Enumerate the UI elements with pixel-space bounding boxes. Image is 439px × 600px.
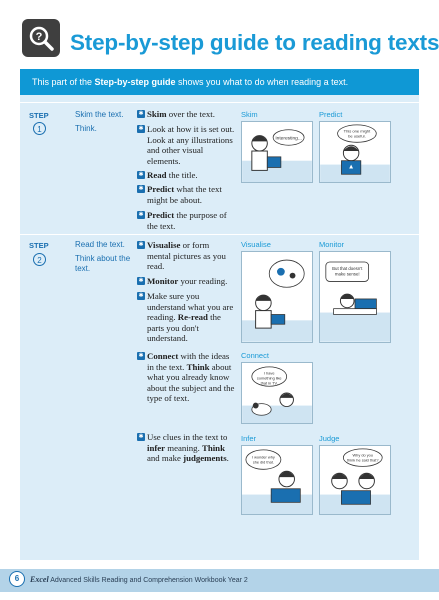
star-icon: ✱	[138, 110, 144, 117]
bullet-item: ✱ Skim over the text.	[138, 109, 215, 119]
step-action: Think.	[75, 124, 97, 133]
step-number: 2	[33, 253, 46, 266]
divider	[20, 234, 419, 235]
boy-thinking-cartoon	[319, 121, 391, 183]
svg-text:think he said that?: think he said that?	[347, 457, 379, 463]
star-icon: ✱	[138, 171, 144, 178]
star-icon: ✱	[138, 277, 144, 284]
svg-text:Interesting...: Interesting...	[275, 136, 302, 142]
star-icon: ✱	[138, 211, 144, 218]
bullet-item: ✱ Make sure you understand what you are reading. Re-read the parts you don't understand.	[138, 291, 234, 343]
svg-text:This one might: This one might	[343, 128, 371, 134]
page-number: 6	[9, 571, 25, 587]
step-action: Skim the text.	[75, 110, 124, 119]
image-label: Skim	[241, 110, 258, 119]
star-icon: ✱	[138, 352, 144, 359]
girl-reading-cartoon	[241, 445, 313, 515]
star-icon: ✱	[138, 433, 144, 440]
kids-reading-cartoon	[319, 445, 391, 515]
step-label: STEP	[29, 111, 49, 120]
image-label: Infer	[241, 434, 257, 443]
image-label: Connect	[241, 351, 269, 360]
magnifier-question-icon	[22, 19, 60, 57]
page-title: Step-by-step guide to reading texts	[70, 30, 439, 55]
bullet-item: ✱ Predict the purpose of the text.	[138, 210, 227, 231]
girl-imagining-cartoon	[241, 251, 313, 343]
bullet-item: ✱ Connect with the ideas in the text. Think about what you already know about the subject and the type of text.	[138, 351, 235, 403]
image-label: Predict	[319, 110, 343, 119]
boy-with-dog-cartoon	[241, 362, 313, 424]
bullet-item: ✱ Use clues in the text to infer meaning. Think and make judgements.	[138, 432, 229, 463]
image-label: Judge	[319, 434, 340, 443]
star-icon: ✱	[138, 185, 144, 192]
step-label: STEP	[29, 241, 49, 250]
bullet-item: ✱ Monitor your reading.	[138, 276, 228, 286]
bullet-item: ✱ Read the title.	[138, 170, 198, 180]
intro-bar: This part of the Step-by-step guide shows you what to do when reading a text.	[20, 69, 419, 95]
footer-text: Excel Advanced Skills Reading and Comprehension Workbook Year 2	[30, 575, 248, 584]
svg-text:?: ?	[35, 31, 43, 43]
star-icon: ✱	[138, 125, 144, 132]
bullet-item: ✱ Predict what the text might be about.	[138, 184, 222, 205]
step-number: 1	[33, 122, 46, 135]
image-label: Visualise	[241, 240, 271, 249]
svg-text:I have: I have	[264, 370, 275, 376]
svg-text:be useful.: be useful.	[348, 133, 366, 139]
svg-text:But that doesn't: But that doesn't	[332, 265, 363, 271]
step-action: Think about the text.	[75, 254, 131, 273]
svg-text:I wonder why: I wonder why	[251, 454, 275, 460]
boy-reading-cartoon	[241, 121, 313, 183]
svg-text:Why do you: Why do you	[352, 452, 374, 458]
star-icon: ✱	[138, 292, 144, 299]
bullet-item: ✱ Visualise or form mental pictures as you read.	[138, 240, 226, 271]
image-label: Monitor	[319, 240, 345, 249]
boy-lying-reading-cartoon	[319, 251, 391, 343]
svg-text:she did that.: she did that.	[252, 459, 274, 465]
star-icon: ✱	[138, 241, 144, 248]
svg-text:something like: something like	[256, 375, 282, 381]
svg-text:that in TV.: that in TV.	[260, 380, 278, 386]
divider	[20, 102, 419, 103]
bullet-item: ✱ Look at how it is set out. Look at any illustrations and other visual elements.	[138, 124, 235, 166]
svg-text:make sense!: make sense!	[334, 271, 360, 277]
step-action: Read the text.	[75, 240, 125, 249]
